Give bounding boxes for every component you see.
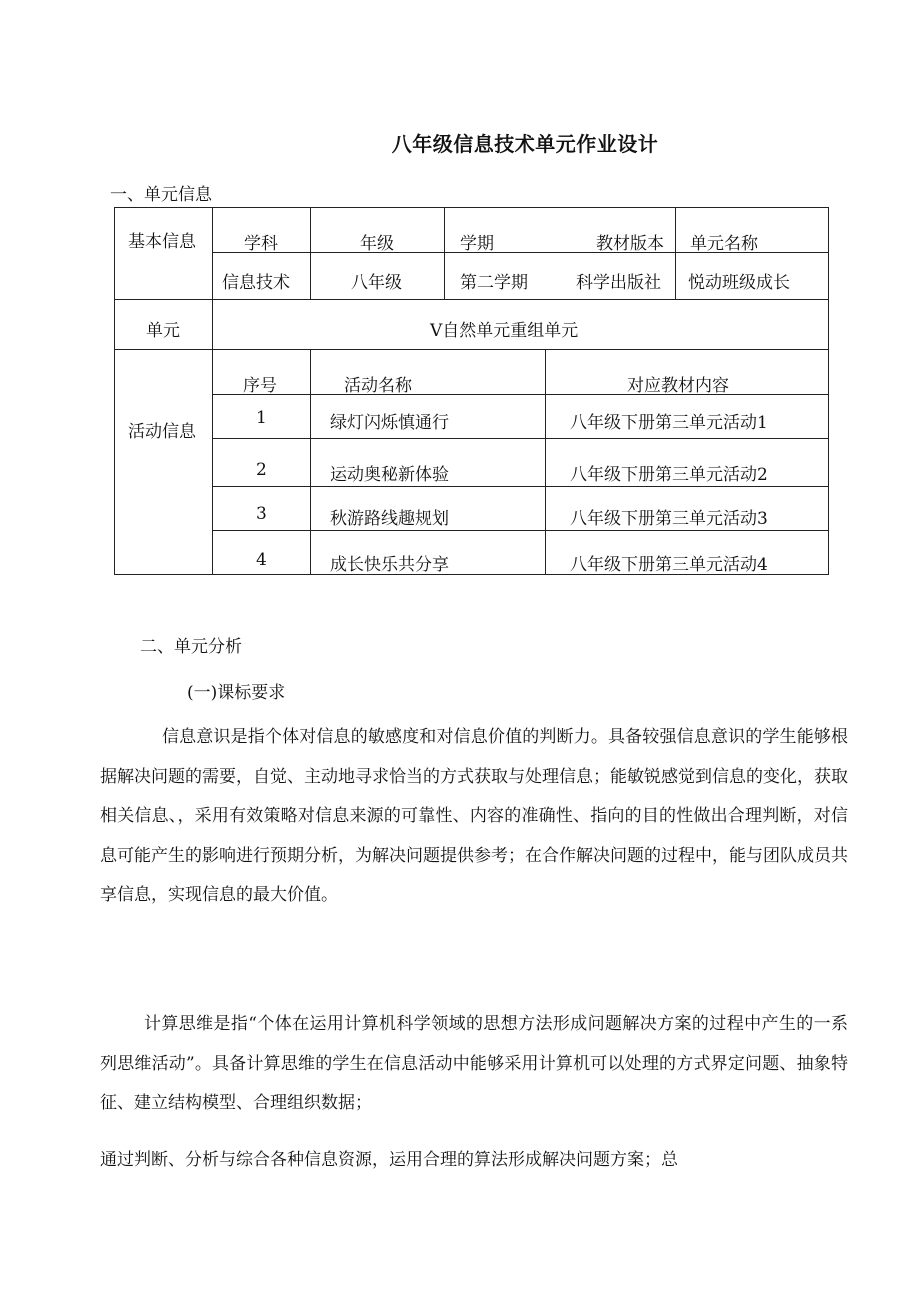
activity-no: 2 (256, 460, 267, 480)
activity-content: 八年级下册第三单元活动2 (570, 465, 768, 485)
header-grade: 年级 (360, 234, 394, 254)
paragraph-information-awareness: 信息意识是指个体对信息的敏感度和对信息价值的判断力。具备较强信息意识的学生能够根据解决问题的需要，自觉、主动地寻求恰当的方式获取与处理信息；能敏锐感觉到信息的变化，获取相关信息、，采用有效策略对信息来源的可靠性、内容的准确性、指向的目的性做出合理判断，对信息可能产生的影响进行预期分析，为解决问题提供参考；在合作解决问题的过程中，能与团队成员共享信息，实现信息的最大价值。 (100, 727, 848, 905)
header-subject: 学科 (244, 234, 278, 254)
activity-name: 成长快乐共分享 (330, 555, 449, 575)
activity-content: 八年级下册第三单元活动3 (570, 509, 768, 529)
activity-content: 八年级下册第三单元活动4 (570, 555, 768, 575)
activity-info-label: 活动信息 (128, 422, 196, 442)
unit-label: 单元 (146, 321, 180, 341)
act-header-name: 活动名称 (344, 376, 412, 396)
unit-value: V自然单元重组单元 (430, 321, 579, 341)
value-semester: 第二学期 (460, 273, 528, 293)
value-grade: 八年级 (351, 273, 402, 293)
activity-name: 绿灯闪烁慎通行 (330, 413, 449, 433)
value-subject: 信息技术 (222, 273, 290, 293)
page-title: 八年级信息技术单元作业设计 (391, 132, 659, 156)
section-heading-unit-info: 一、单元信息 (110, 185, 212, 205)
act-header-content: 对应教材内容 (627, 376, 729, 396)
activity-content: 八年级下册第三单元活动1 (570, 413, 768, 433)
value-unit-name: 悦动班级成长 (688, 273, 790, 293)
act-header-no: 序号 (243, 376, 277, 396)
activity-no: 3 (256, 504, 267, 524)
subsection-heading-curriculum: (一)课标要求 (187, 683, 286, 703)
header-unit-name: 单元名称 (690, 234, 758, 254)
header-textbook: 教材版本 (596, 234, 664, 254)
basic-info-label: 基本信息 (128, 232, 196, 252)
section-heading-unit-analysis: 二、单元分析 (140, 637, 242, 657)
value-textbook: 科学出版社 (576, 273, 661, 293)
paragraph-computational-thinking: 计算思维是指“个体在运用计算机科学领域的思想方法形成问题解决方案的过程中产生的一系列思维活动”。具备计算思维的学生在信息活动中能够采用计算机可以处理的方式界定问题、抽象特征、建立结构模型、合理组织数据； (100, 1014, 848, 1113)
activity-no: 1 (256, 408, 267, 428)
header-semester: 学期 (460, 234, 494, 254)
activity-name: 秋游路线趣规划 (330, 509, 449, 529)
activity-no: 4 (256, 550, 267, 570)
paragraph-continued: 通过判断、分析与综合各种信息资源，运用合理的算法形成解决问题方案；总 (100, 1150, 678, 1170)
activity-name: 运动奥秘新体验 (330, 465, 449, 485)
